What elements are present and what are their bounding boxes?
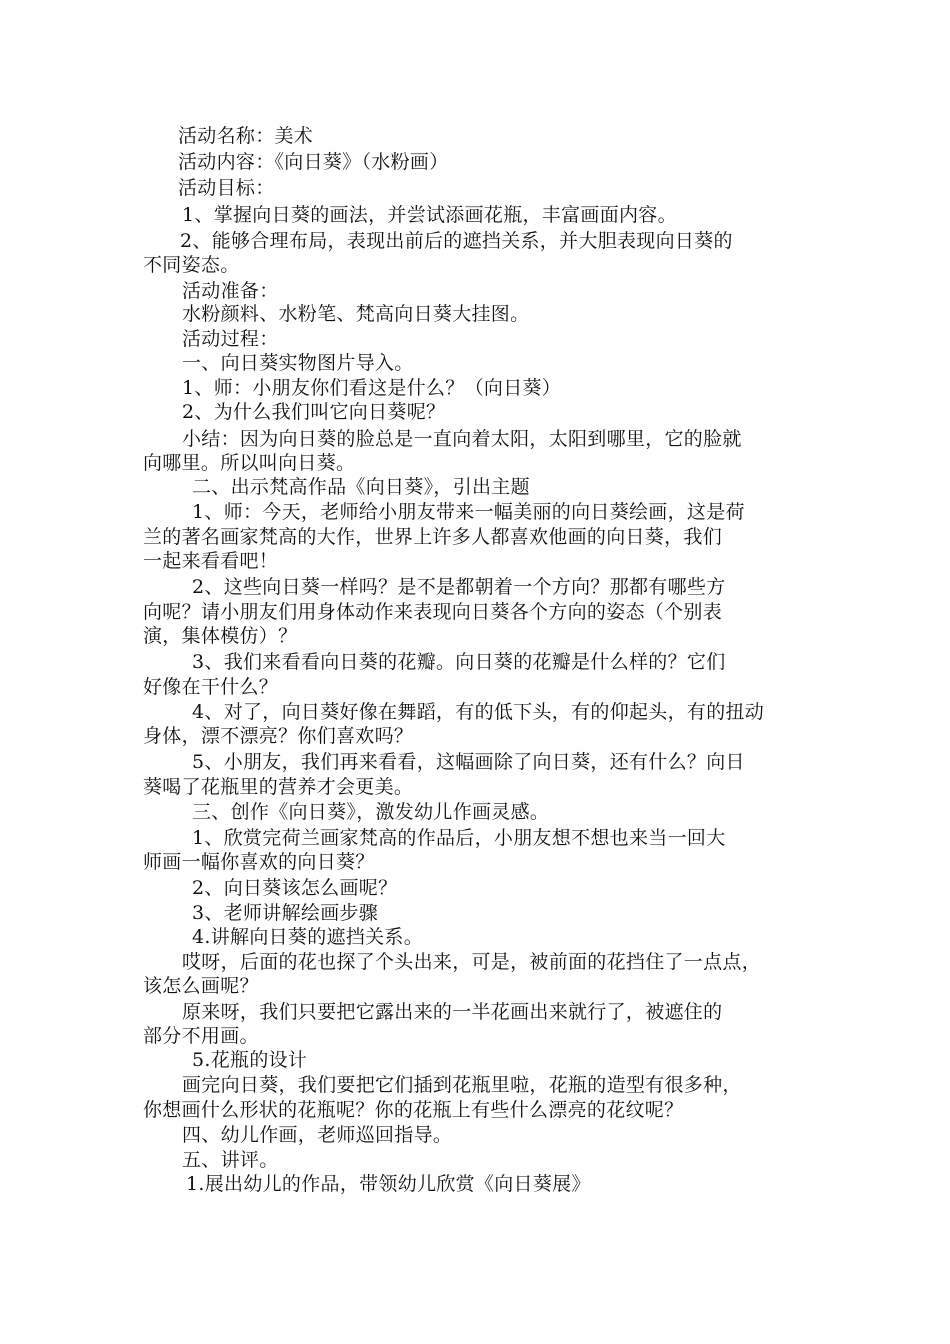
s2-item-3-line-1: 3、我们来看看向日葵的花瓣。向日葵的花瓣是什么样的？它们	[192, 651, 726, 673]
process-heading: 活动过程：	[182, 328, 279, 350]
s2-item-1-line-2: 兰的著名画家梵高的大作，世界上许多人都喜欢他画的向日葵，我们	[143, 526, 723, 548]
s1-item-1: 1、师：小朋友你们看这是什么？（向日葵）	[182, 377, 562, 399]
goal-2-line-1: 2、能够合理布局，表现出前后的遮挡关系，并大胆表现向日葵的	[180, 230, 733, 252]
s2-item-2-line-2: 向呢？请小朋友们用身体动作来表现向日葵各个方向的姿态（个别表	[143, 601, 723, 623]
s5-item-1: 1.展出幼儿的作品，带领幼儿欣赏《向日葵展》	[186, 1173, 591, 1195]
s2-item-4-line-2: 身体，漂不漂亮？你们喜欢吗？	[143, 725, 414, 747]
s1-summary-line-1: 小结：因为向日葵的脸总是一直向着太阳，太阳到哪里，它的脸就	[182, 428, 742, 450]
s2-item-5-line-1: 5、小朋友，我们再来看看，这幅画除了向日葵，还有什么？向日	[192, 751, 745, 773]
s3-item-4-para-1-line-1: 哎呀，后面的花也探了个头出来，可是，被前面的花挡住了一点点，	[182, 951, 762, 973]
s3-item-5-para-line-1: 画完向日葵，我们要把它们插到花瓶里啦，花瓶的造型有很多种，	[182, 1074, 742, 1096]
s2-item-3-line-2: 好像在干什么？	[143, 676, 279, 698]
s3-item-1-line-1: 1、欣赏完荷兰画家梵高的作品后，小朋友想不想也来当一回大	[192, 827, 726, 849]
s3-item-2: 2、向日葵该怎么画呢？	[192, 877, 398, 899]
s1-summary-line-2: 向哪里。所以叫向日葵。	[143, 452, 356, 474]
s3-item-4-para-2-line-1: 原来呀，我们只要把它露出来的一半花画出来就行了，被遮住的	[182, 1001, 723, 1023]
s3-item-5-para-line-2: 你想画什么形状的花瓶呢？你的花瓶上有些什么漂亮的花纹呢？	[143, 1099, 684, 1121]
s1-item-2: 2、为什么我们叫它向日葵呢？	[182, 401, 446, 423]
s3-item-4: 4.讲解向日葵的遮挡关系。	[192, 926, 424, 948]
s3-item-4-para-1-line-2: 该怎么画呢？	[143, 975, 259, 997]
activity-name: 活动名称：美术	[178, 125, 314, 147]
s3-item-3: 3、老师讲解绘画步骤	[192, 902, 379, 924]
s3-item-4-para-2-line-2: 部分不用画。	[143, 1025, 259, 1047]
s2-item-2-line-3: 演，集体模仿）？	[143, 625, 298, 647]
s2-item-1-line-1: 1、师：今天，老师给小朋友带来一幅美丽的向日葵绘画，这是荷	[192, 501, 745, 523]
activity-content: 活动内容：《向日葵》（水粉画）	[178, 151, 449, 173]
s3-item-5: 5.花瓶的设计	[192, 1049, 308, 1071]
section-4-heading: 四、幼儿作画，老师巡回指导。	[182, 1124, 453, 1146]
s2-item-1-line-3: 一起来看看吧！	[143, 550, 279, 572]
prep-heading: 活动准备：	[182, 280, 279, 302]
s2-item-5-line-2: 葵喝了花瓶里的营养才会更美。	[143, 776, 414, 798]
section-3-heading: 三、创作《向日葵》，激发幼儿作画灵感。	[192, 801, 550, 823]
goals-heading: 活动目标：	[178, 177, 275, 199]
goal-1: 1、掌握向日葵的画法，并尝试添画花瓶，丰富画面内容。	[182, 204, 677, 226]
section-2-heading: 二、出示梵高作品《向日葵》，引出主题	[192, 476, 530, 498]
prep-materials: 水粉颜料、水粉笔、梵高向日葵大挂图。	[182, 303, 530, 325]
s2-item-4-line-1: 4、对了，向日葵好像在舞蹈，有的低下头，有的仰起头，有的扭动	[192, 701, 765, 723]
section-5-heading: 五、讲评。	[182, 1149, 279, 1171]
s3-item-1-line-2: 师画一幅你喜欢的向日葵？	[143, 851, 375, 873]
section-1-heading: 一、向日葵实物图片导入。	[182, 352, 414, 374]
s2-item-2-line-1: 2、这些向日葵一样吗？是不是都朝着一个方向？那都有哪些方	[192, 576, 726, 598]
goal-2-line-2: 不同姿态。	[143, 254, 240, 276]
